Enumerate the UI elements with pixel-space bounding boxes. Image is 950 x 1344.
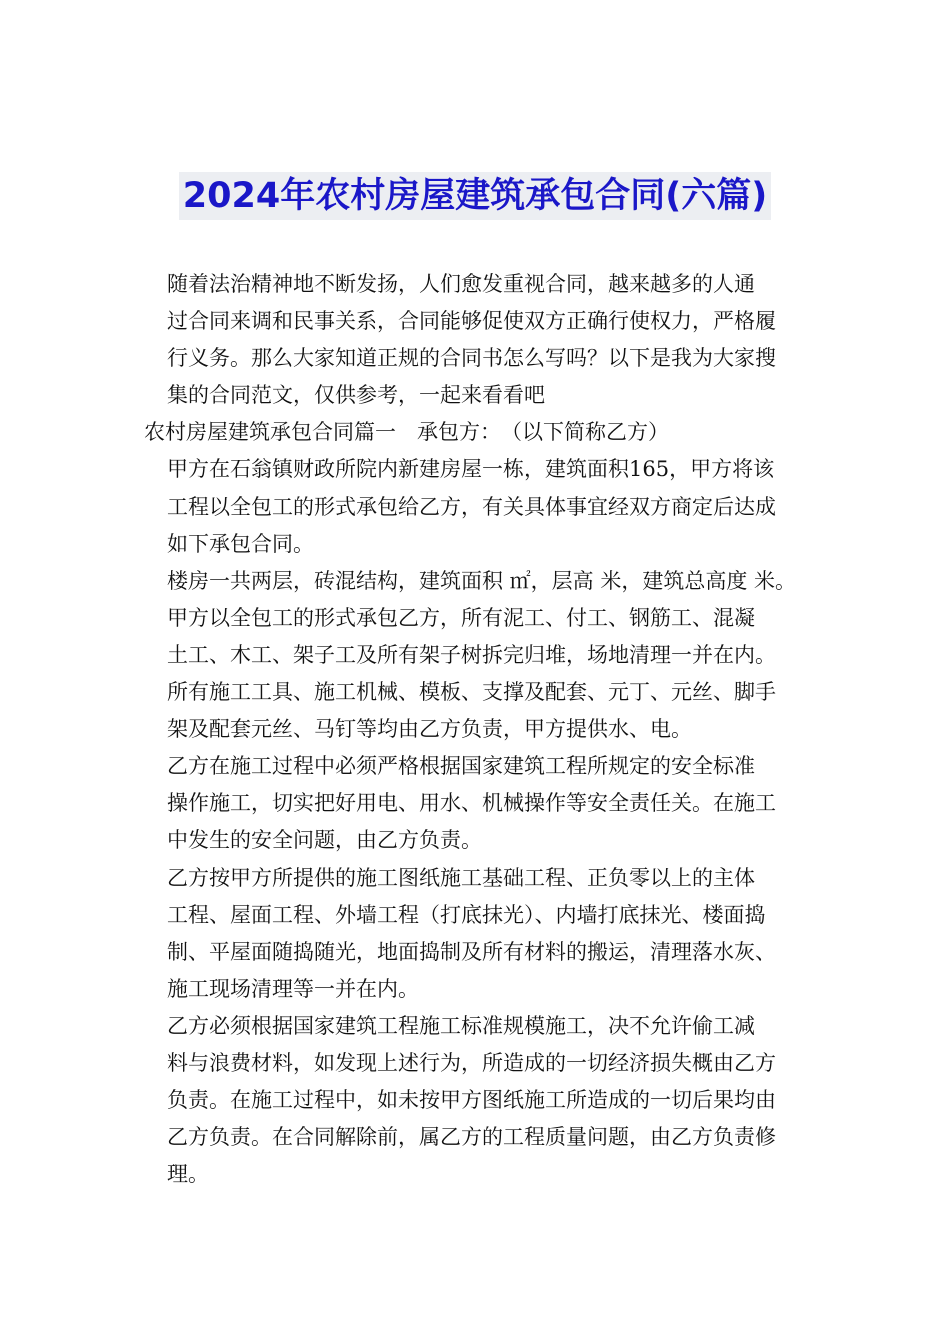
document-body xyxy=(144,266,808,1193)
text-line: 农村房屋建筑承包合同篇一 承包方： （以下简称乙方） xyxy=(144,420,669,445)
paragraph-p3 xyxy=(144,600,808,748)
paragraph-heading xyxy=(144,414,808,451)
text-line: 乙方按甲方所提供的施工图纸施工基础工程、正负零以上的主体 xyxy=(167,865,755,890)
text-line: 过合同来调和民事关系，合同能够促使双方正确行使权力，严格履 xyxy=(167,309,776,334)
text-line: 理。 xyxy=(167,1162,209,1187)
paragraph-intro xyxy=(144,266,808,414)
paragraph-p5 xyxy=(144,860,808,1008)
text-line: 所有施工工具、施工机械、模板、支撑及配套、元丁、元丝、脚手 xyxy=(167,680,776,705)
text-line: 制、平屋面随捣随光，地面捣制及所有材料的搬运，清理落水灰、 xyxy=(167,939,776,964)
text-line: 甲方在石翁镇财政所院内新建房屋一栋，建筑面积165，甲方将该 xyxy=(167,457,775,482)
text-line: 如下承包合同。 xyxy=(167,531,314,556)
text-line: 负责。在施工过程中，如未按甲方图纸施工所造成的一切后果均由 xyxy=(167,1088,776,1113)
paragraph-p2 xyxy=(144,563,808,600)
text-line: 架及配套元丝、马钉等均由乙方负责，甲方提供水、电。 xyxy=(167,717,692,742)
text-line: 操作施工，切实把好用电、用水、机械操作等安全责任关。在施工 xyxy=(167,791,776,816)
title-container xyxy=(0,172,950,220)
text-line: 乙方负责。在合同解除前，属乙方的工程质量问题，由乙方负责修 xyxy=(167,1125,776,1150)
text-line: 施工现场清理等一并在内。 xyxy=(167,976,419,1001)
text-line: 甲方以全包工的形式承包乙方，所有泥工、付工、钢筋工、混凝 xyxy=(167,605,755,630)
paragraph-p4 xyxy=(144,748,808,859)
text-line: 随着法治精神地不断发扬，人们愈发重视合同，越来越多的人通 xyxy=(167,272,755,296)
text-line: 行义务。那么大家知道正规的合同书怎么写吗？以下是我为大家搜 xyxy=(167,346,776,371)
text-line: 集的合同范文，仅供参考，一起来看看吧 xyxy=(167,383,545,408)
paragraph-p6 xyxy=(144,1008,808,1193)
paragraph-p1 xyxy=(144,451,808,562)
document-title: 2024年农村房屋建筑承包合同(六篇) xyxy=(179,172,771,220)
text-line: 工程、屋面工程、外墙工程（打底抹光）、内墙打底抹光、楼面捣 xyxy=(167,902,766,927)
text-line: 楼房一共两层，砖混结构，建筑面积 ㎡，层高 米，建筑总高度 米。 xyxy=(167,568,797,593)
text-line: 乙方必须根据国家建筑工程施工标准规模施工，决不允许偷工减 xyxy=(167,1013,755,1038)
text-line: 土工、木工、架子工及所有架子树拆完归堆，场地清理一并在内。 xyxy=(167,642,776,667)
text-line: 乙方在施工过程中必须严格根据国家建筑工程所规定的安全标准 xyxy=(167,754,755,779)
text-line: 中发生的安全问题，由乙方负责。 xyxy=(167,828,482,853)
text-line: 料与浪费材料，如发现上述行为，所造成的一切经济损失概由乙方 xyxy=(167,1050,776,1075)
text-line: 工程以全包工的形式承包给乙方，有关具体事宜经双方商定后达成 xyxy=(167,494,776,519)
